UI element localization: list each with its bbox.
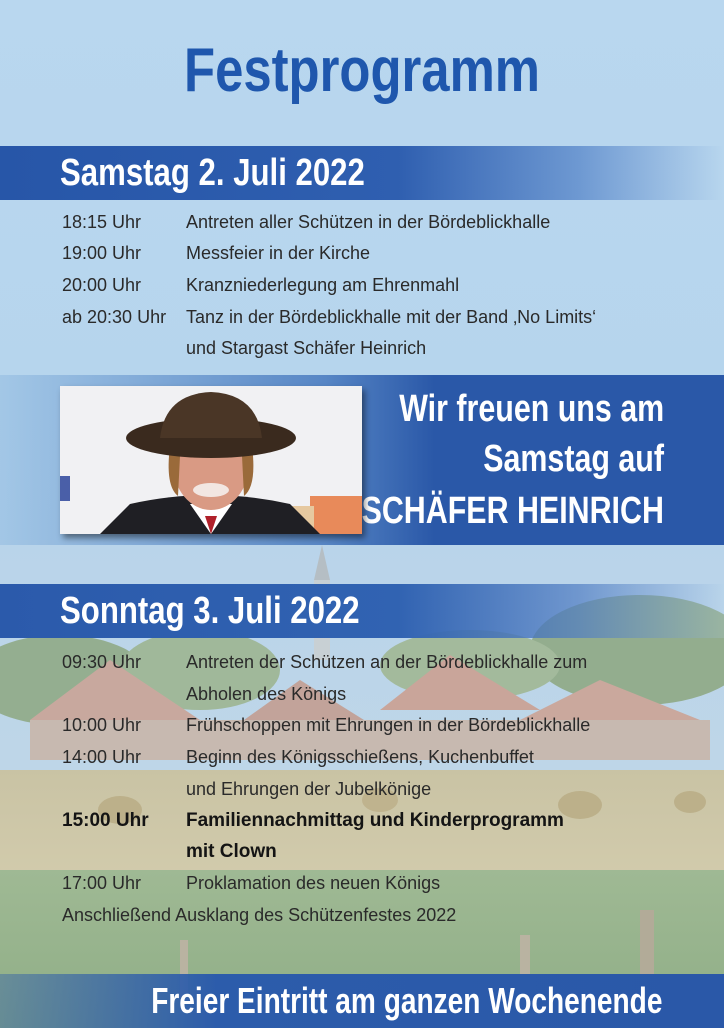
schedule-time: 14:00 Uhr <box>62 747 142 767</box>
schedule-text: Beginn des Königsschießens, Kuchenbuffet <box>186 747 534 767</box>
schedule-text: Antreten aller Schützen in der Bördeblickhalle <box>186 212 551 232</box>
day1-heading: Samstag 2. Juli 2022 <box>60 152 365 194</box>
footer-text: Freier Eintritt am ganzen Wochenende <box>150 980 662 1021</box>
schedule-text: mit Clown <box>186 841 277 862</box>
schedule-time: 15:00 Uhr <box>62 810 149 831</box>
schedule-text: Messfeier in der Kirche <box>186 243 371 263</box>
schedule-time: 09:30 Uhr <box>62 652 142 672</box>
poster-title: Festprogramm <box>184 36 540 105</box>
closing-text: Anschließend Ausklang des Schützenfestes 2022 <box>62 905 457 925</box>
schedule-text: und Ehrungen der Jubelkönige <box>186 779 432 799</box>
schedule-text: Tanz in der Bördeblickhalle mit der Band ‚No Limits‘ <box>186 307 597 327</box>
promo-line-3: SCHÄFER HEINRICH <box>361 490 664 532</box>
schedule-text: und Stargast Schäfer Heinrich <box>186 338 427 358</box>
footer-band <box>0 974 724 1028</box>
schedule-time: 19:00 Uhr <box>62 243 142 263</box>
schedule-text: Frühschoppen mit Ehrungen in der Bördeblickhalle <box>186 715 591 735</box>
schedule-text: Proklamation des neuen Königs <box>186 873 441 893</box>
schedule-text: Abholen des Königs <box>186 684 347 704</box>
day2-header-band <box>0 584 724 638</box>
schedule-text: Antreten der Schützen an der Bördeblickhalle zum <box>186 652 588 672</box>
promo-line-1: Wir freuen uns am <box>399 388 664 430</box>
guest-photo <box>60 386 362 534</box>
schedule-text: Familiennachmittag und Kinderprogramm <box>186 810 564 831</box>
day2-heading: Sonntag 3. Juli 2022 <box>60 590 360 632</box>
promo-line-2: Samstag auf <box>483 438 664 480</box>
schedule-time: ab 20:30 Uhr <box>62 307 167 327</box>
schedule-time: 20:00 Uhr <box>62 275 142 295</box>
schedule-text: Kranzniederlegung am Ehrenmahl <box>186 275 460 295</box>
schedule-time: 17:00 Uhr <box>62 873 142 893</box>
schedule-time: 18:15 Uhr <box>62 212 142 232</box>
day1-header-band <box>0 146 724 200</box>
schedule-time: 10:00 Uhr <box>62 715 142 735</box>
